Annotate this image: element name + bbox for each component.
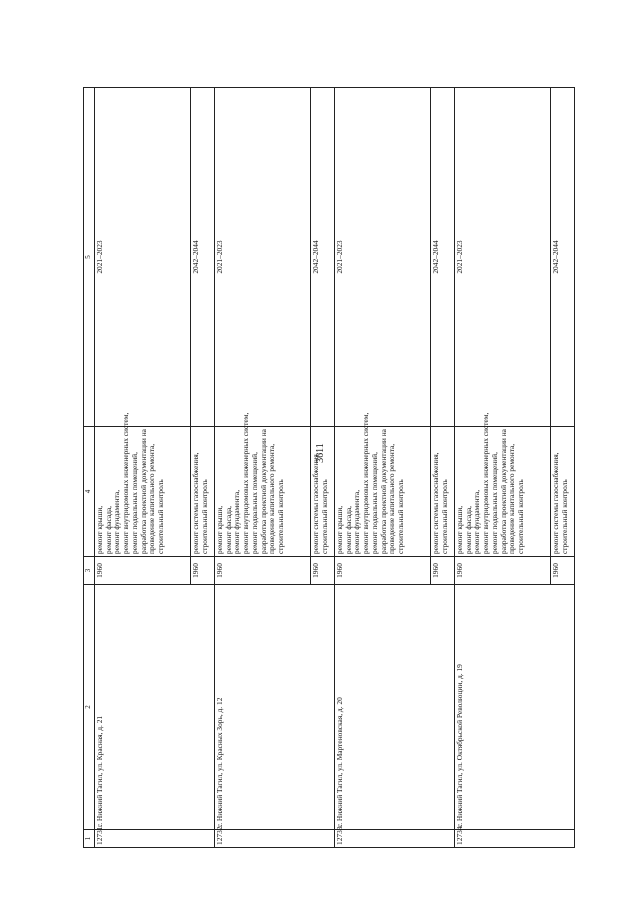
header-col-1: 1 — [84, 830, 95, 848]
year-cell: 1960 — [215, 557, 311, 585]
work-item: разработка проектной документации на — [498, 429, 508, 554]
period-cell: 2042–2044 — [311, 88, 335, 427]
work-item: ремонт системы газоснабжения, — [551, 452, 560, 554]
year-cell: 1960 — [311, 557, 335, 585]
table-row — [335, 88, 431, 848]
work-item: ремонт крыши, — [215, 505, 224, 554]
period-cell: 2021–2023 — [215, 88, 311, 427]
works-cell — [95, 412, 191, 557]
table-row — [455, 88, 551, 848]
work-item: проведение капитального ремонта, — [147, 443, 157, 554]
works-cell — [455, 412, 551, 557]
table-row — [95, 88, 191, 848]
work-item: ремонт системы газоснабжения, — [311, 452, 320, 554]
table-body — [95, 88, 575, 848]
works-cell — [551, 427, 575, 557]
year-cell: 1960 — [95, 557, 191, 585]
period-cell: 2042–2044 — [431, 88, 455, 427]
work-item: проведение капитального ремонта, — [267, 443, 277, 554]
work-item: строительный контроль — [276, 479, 286, 554]
year-cell: 1960 — [191, 557, 215, 585]
work-item: проведение капитального ремонта, — [387, 443, 397, 554]
work-item: ремонт подвальных помещений, — [129, 452, 139, 554]
work-item: строительный контроль — [439, 479, 449, 554]
work-item: ремонт фасада, — [223, 506, 233, 554]
work-item: ремонт фундамента, — [232, 489, 242, 554]
work-item: ремонт фундамента, — [352, 489, 362, 554]
work-item: ремонт фундамента, — [112, 489, 122, 554]
work-item: строительный контроль — [516, 479, 526, 554]
works-cell — [215, 412, 311, 557]
header-col-3: 3 — [84, 557, 95, 585]
works-cell — [431, 427, 455, 557]
work-item: ремонт фасада, — [463, 506, 473, 554]
work-item: ремонт внутридомовых инженерных систем, — [361, 412, 371, 554]
address-cell: г. Нижний Тагил, ул. Красная, д. 21 — [95, 585, 215, 830]
row-number: 12734. — [455, 830, 575, 848]
rotated-table-wrapper — [83, 88, 603, 848]
year-cell: 1960 — [551, 557, 575, 585]
work-item: ремонт подвальных помещений, — [489, 452, 499, 554]
work-item: ремонт крыши, — [335, 505, 344, 554]
work-item: ремонт внутридомовых инженерных систем, — [481, 412, 491, 554]
header-col-5: 5 — [84, 88, 95, 427]
page-number: 3611 — [315, 443, 326, 463]
work-item: строительный контроль — [319, 479, 329, 554]
period-cell: 2021–2023 — [455, 88, 551, 427]
work-item: ремонт внутридомовых инженерных систем, — [121, 412, 131, 554]
work-item: ремонт системы газоснабжения, — [191, 452, 200, 554]
period-cell: 2021–2023 — [95, 88, 191, 427]
row-number: 12732. — [215, 830, 335, 848]
work-item: строительный контроль — [199, 479, 209, 554]
address-cell: г. Нижний Тагил, ул. Октябрьской Революции, д. 19 — [455, 585, 575, 830]
works-cell — [191, 427, 215, 557]
table-row — [215, 88, 311, 848]
work-item: ремонт крыши, — [95, 505, 104, 554]
work-item: ремонт фасада, — [103, 506, 113, 554]
year-cell: 1960 — [335, 557, 431, 585]
address-cell: г. Нижний Тагил, ул. Мартеновская, д. 20 — [335, 585, 455, 830]
work-item: разработка проектной документации на — [378, 429, 388, 554]
work-item: ремонт подвальных помещений, — [249, 452, 259, 554]
work-item: разработка проектной документации на — [258, 429, 268, 554]
work-item: строительный контроль — [156, 479, 166, 554]
work-item: ремонт подвальных помещений, — [369, 452, 379, 554]
work-item: проведение капитального ремонта, — [507, 443, 517, 554]
work-item: строительный контроль — [559, 479, 569, 554]
work-item: ремонт фундамента, — [472, 489, 482, 554]
work-item: строительный контроль — [396, 479, 406, 554]
period-cell: 2021–2023 — [335, 88, 431, 427]
table-header-row — [84, 88, 95, 848]
repair-schedule-table — [83, 87, 575, 848]
row-number: 12731. — [95, 830, 215, 848]
work-item: ремонт системы газоснабжения, — [431, 452, 440, 554]
row-number: 12733. — [335, 830, 455, 848]
work-item: разработка проектной документации на — [138, 429, 148, 554]
header-col-4: 4 — [84, 427, 95, 557]
works-cell — [311, 427, 335, 557]
period-cell: 2042–2044 — [551, 88, 575, 427]
year-cell: 1960 — [455, 557, 551, 585]
header-col-2: 2 — [84, 585, 95, 830]
year-cell: 1960 — [431, 557, 455, 585]
work-item: ремонт фасада, — [343, 506, 353, 554]
address-cell: г. Нижний Тагил, ул. Красных Зорь, д. 12 — [215, 585, 335, 830]
work-item: ремонт крыши, — [455, 505, 464, 554]
works-cell — [335, 412, 431, 557]
work-item: ремонт внутридомовых инженерных систем, — [241, 412, 251, 554]
period-cell: 2042–2044 — [191, 88, 215, 427]
